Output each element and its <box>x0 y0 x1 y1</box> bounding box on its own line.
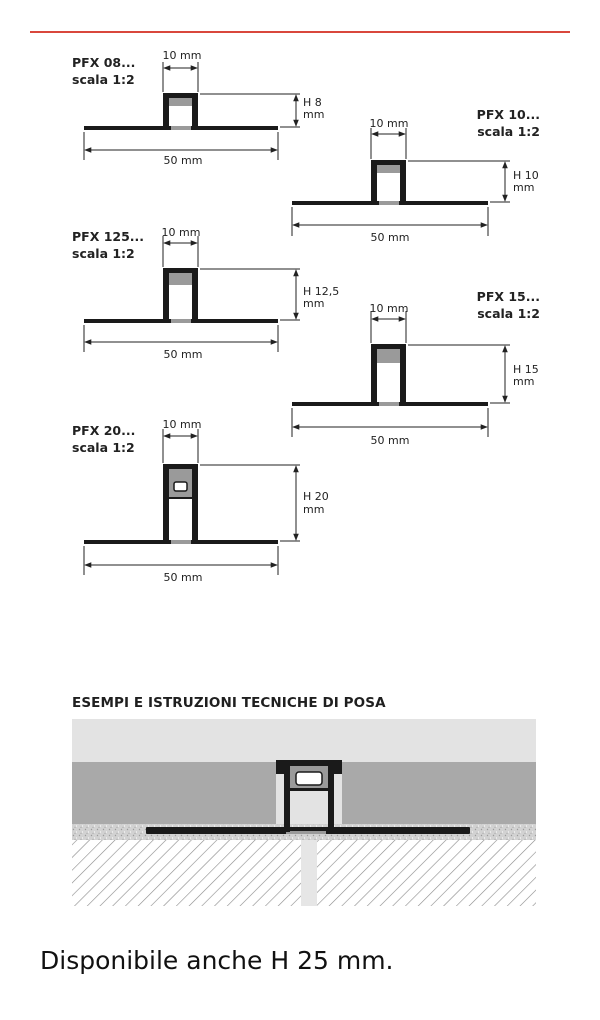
width-dimension-label: 10 mm <box>162 49 202 62</box>
profile-scale: scala 1:2 <box>477 306 540 321</box>
profile-scale: scala 1:2 <box>72 440 135 455</box>
profile-name: PFX 20... <box>72 423 136 438</box>
height-dimension-label: H 20 <box>303 490 329 503</box>
height-dimension-unit: mm <box>303 108 325 121</box>
width-dimension-label: 10 mm <box>369 302 409 315</box>
width-dimension-label: 10 mm <box>161 226 201 239</box>
profile-drawing-pfx15 <box>292 311 510 437</box>
base-dimension-label: 50 mm <box>370 434 410 447</box>
profile-name: PFX 08... <box>72 55 136 70</box>
height-dimension-label: H 10 <box>513 169 539 182</box>
height-dimension-label: H 12,5 <box>303 285 340 298</box>
base-dimension-label: 50 mm <box>163 571 203 584</box>
profile-name: PFX 15... <box>476 289 540 304</box>
profile-scale: scala 1:2 <box>72 246 135 261</box>
height-dimension-unit: mm <box>303 503 325 516</box>
profile-drawing-pfx20 <box>84 429 300 575</box>
height-dimension-label: H 8 <box>303 96 322 109</box>
profile-drawing-pfx125 <box>84 236 300 352</box>
height-dimension-unit: mm <box>513 375 535 388</box>
installation-illustration <box>72 719 536 906</box>
profile-drawing-pfx10 <box>292 128 510 236</box>
profile-drawing-pfx08 <box>84 62 300 160</box>
height-dimension-label: H 15 <box>513 363 539 376</box>
height-dimension-unit: mm <box>303 297 325 310</box>
width-dimension-label: 10 mm <box>162 418 202 431</box>
base-dimension-label: 50 mm <box>163 154 203 167</box>
height-dimension-unit: mm <box>513 181 535 194</box>
profile-scale: scala 1:2 <box>477 124 540 139</box>
availability-note: Disponibile anche H 25 mm. <box>40 946 394 975</box>
base-dimension-label: 50 mm <box>370 231 410 244</box>
profile-name: PFX 10... <box>476 107 540 122</box>
profile-name: PFX 125... <box>72 229 145 244</box>
section-title: ESEMPI E ISTRUZIONI TECNICHE DI POSA <box>72 695 386 711</box>
base-dimension-label: 50 mm <box>163 348 203 361</box>
profile-scale: scala 1:2 <box>72 72 135 87</box>
width-dimension-label: 10 mm <box>369 117 409 130</box>
